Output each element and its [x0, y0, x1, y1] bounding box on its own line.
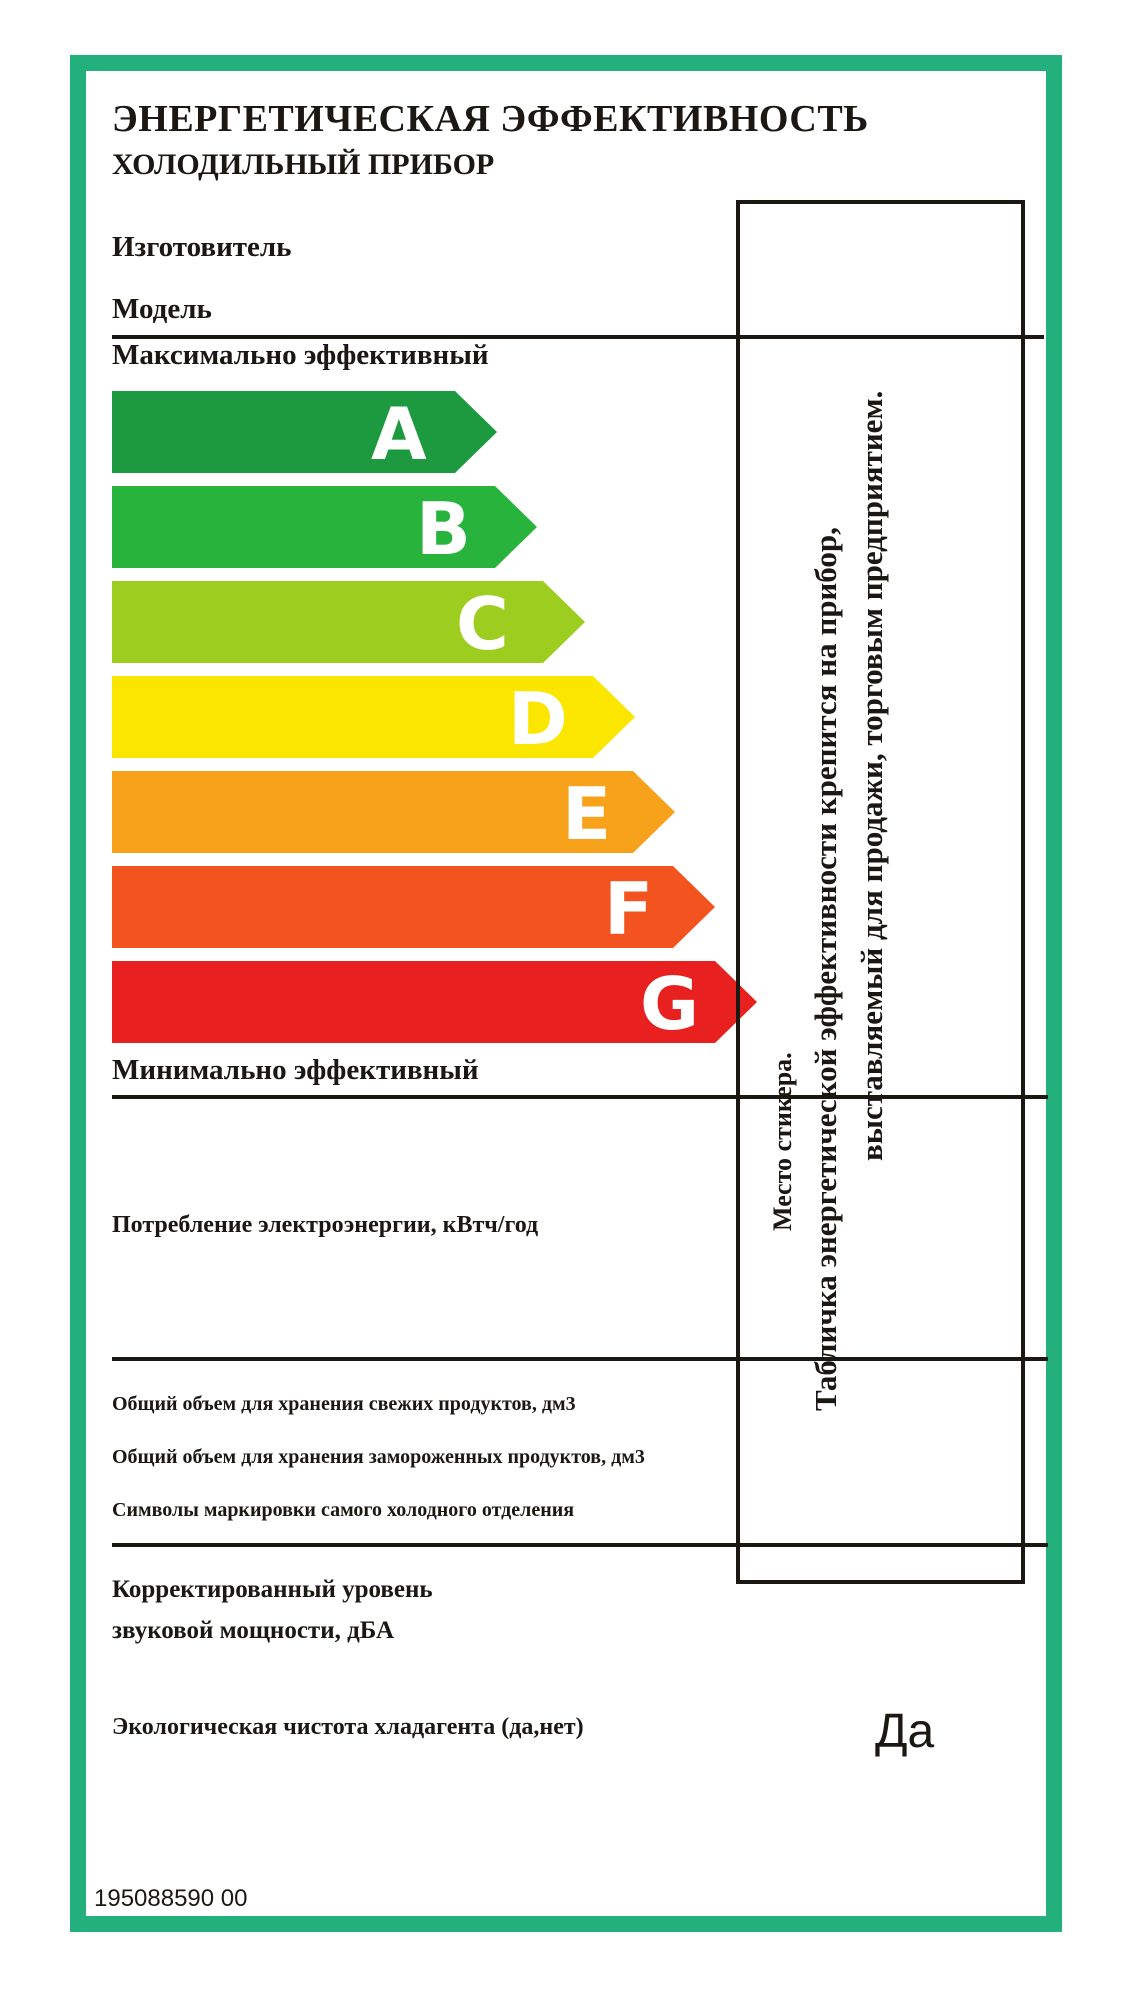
class-band-a [112, 391, 497, 476]
label-code: 195088590 00 [94, 1885, 248, 1912]
class-letter-f: F [604, 867, 654, 951]
class-letter-a: A [371, 392, 427, 476]
class-letter-e: E [562, 772, 612, 856]
min-efficiency-label: Минимально эффективный [112, 1054, 479, 1086]
sticker-note-line3: выставляемый для продажи, торговым предприятием. [854, 390, 889, 1161]
label-subtitle: ХОЛОДИЛЬНЫЙ ПРИБОР [112, 148, 495, 181]
frozen-volume-label: Общий объем для хранения замороженных продуктов, дм3 [112, 1446, 645, 1468]
max-efficiency-label: Максимально эффективный [112, 339, 489, 371]
cold-symbols-label: Символы маркировки самого холодного отделения [112, 1499, 575, 1521]
energy-consumption-label: Потребление электроэнергии, кВтч/год [112, 1212, 539, 1238]
fresh-volume-label: Общий объем для хранения свежих продуктов, дм3 [112, 1393, 576, 1415]
class-letter-c: C [456, 582, 509, 666]
divider-consumption [112, 1357, 1048, 1361]
divider-volumes [112, 1543, 1048, 1547]
sticker-note-line1: Место стикера. [768, 1052, 797, 1231]
sticker-box-bottom [736, 1580, 1025, 1584]
sticker-note-line2: Табличка энергетической эффективности крепится на прибор, [808, 527, 843, 1411]
eco-refrigerant-value: Да [875, 1705, 935, 1758]
class-band-b [112, 486, 537, 571]
class-letter-b: B [416, 487, 471, 571]
class-letter-d: D [508, 677, 568, 761]
energy-label [70, 55, 1062, 1932]
noise-label-line1: Корректированный уровень [112, 1576, 433, 1603]
sticker-box-right [1021, 200, 1025, 1583]
eco-refrigerant-label: Экологическая чистота хладагента (да,нет) [112, 1714, 584, 1740]
class-letter-g: G [640, 962, 700, 1046]
model-label: Модель [112, 293, 212, 325]
class-band-c [112, 581, 585, 666]
sticker-box-left [736, 200, 740, 1583]
divider-classes [112, 1095, 1048, 1099]
sticker-note [763, 111, 895, 1411]
label-body [86, 71, 1046, 1916]
manufacturer-label: Изготовитель [112, 231, 292, 263]
noise-label-line2: звуковой мощности, дБА [112, 1617, 395, 1644]
label-title: ЭНЕРГЕТИЧЕСКАЯ ЭФФЕКТИВНОСТЬ [112, 98, 869, 140]
